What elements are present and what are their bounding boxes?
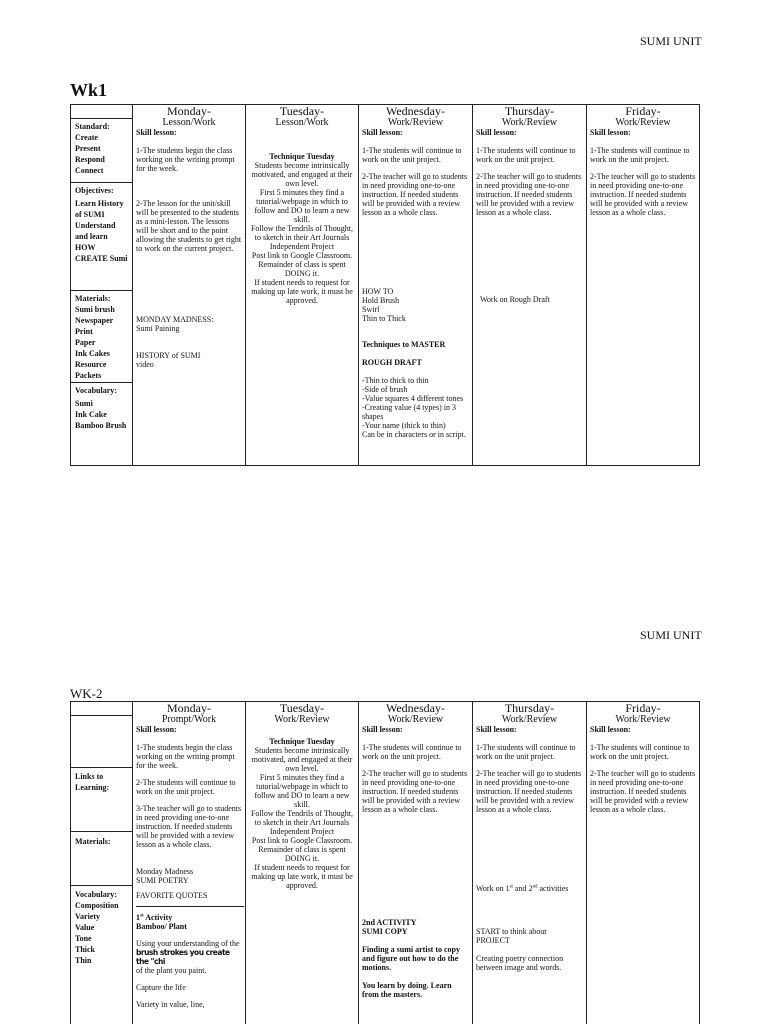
lesson-step: 2-The lesson for the unit/skill will be presented to the students as a mini-lesson. The lessons will be short and to the point allowing the students to get right to work on the current project. (136, 199, 242, 253)
material-item: Newspaper Print (75, 316, 114, 336)
vocabulary-label: Vocabulary: (75, 890, 117, 899)
day-heading: Wednesday- (385, 701, 445, 715)
history-text: video (136, 360, 154, 369)
howto-item: HOW TO (362, 287, 394, 296)
favorite-quotes-label: FAVORITE QUOTES (136, 891, 208, 900)
day-subheading: Work/Review (615, 714, 671, 725)
technique-item: Can be in characters or in script. (362, 430, 466, 439)
poetry-connection-text: Creating poetry connection between image and words. (476, 954, 564, 972)
vocabulary-item: Sumi (75, 399, 93, 408)
tuesday-text: First 5 minutes they find a tutorial/webpage in which to follow and DO to learn a new skill. (254, 773, 350, 809)
rough-draft-text: Work on Rough Draft (480, 295, 550, 304)
objective-item: Understand and learn HOW (75, 221, 116, 252)
material-item: Sumi brush (75, 305, 115, 314)
week2-links-section (71, 768, 132, 832)
week1-vocabulary-section (71, 383, 132, 433)
day-subheading: Work/Review (615, 117, 671, 128)
standard-item: Create (75, 133, 98, 142)
vocabulary-item: Variety (75, 912, 101, 921)
objectives-label: Objectives: (75, 186, 114, 195)
vocabulary-item: Ink Cake (75, 410, 107, 419)
activity-text: Using your understanding of the (136, 939, 240, 948)
work-on-activities: Work on 1st and 2nd activities (476, 884, 569, 893)
monday-madness-text: Sumi Paining (136, 324, 180, 333)
techniques-label: Techniques to MASTER (362, 340, 446, 349)
lesson-step: 1-The students begin the class working on the writing prompt for the week. (136, 743, 235, 770)
week1-tuesday-column (246, 105, 359, 466)
skill-lesson-label: Skill lesson: (590, 725, 631, 734)
lesson-step: 1-The students will continue to work on the unit project. (590, 146, 690, 164)
tuesday-text: Follow the Tendrils of Thought, to sketch in their Art Journals (250, 809, 354, 827)
tuesday-text: Independent Project (269, 827, 335, 836)
materials-label: Materials: (75, 837, 111, 846)
vocabulary-item: Thick (75, 945, 96, 954)
week2-materials-section (71, 832, 132, 886)
unit-title: SUMI UNIT (640, 34, 702, 48)
lesson-step: 3-The teacher will go to students in need providing one-to-one instruction. If needed students will be provided with a review lesson as a whole class. (136, 804, 242, 849)
activity-text: Capture the life (136, 983, 186, 992)
lesson-step: 1-The students will continue to work on the unit project. (476, 743, 576, 761)
divider (136, 906, 244, 907)
skill-lesson-label: Skill lesson: (476, 128, 517, 137)
skill-lesson-label: Skill lesson: (362, 725, 403, 734)
lesson-step: 2-The teacher will go to students in need providing one-to-one instruction. If needed students will be provided with a review lesson as a whole class. (476, 769, 582, 814)
materials-label: Materials: (75, 294, 111, 303)
technique-tuesday-title: Technique Tuesday (269, 152, 335, 161)
day-subheading: Work/Review (387, 714, 444, 725)
technique-item: -Your name (thick to thin) (362, 421, 446, 430)
vocabulary-item: Composition (75, 901, 119, 910)
activity-subtitle: SUMI COPY (362, 927, 408, 936)
day-heading: Tuesday- (279, 104, 325, 118)
day-heading: Monday- (167, 701, 211, 715)
lesson-step: 1-The students will continue to work on the unit project. (362, 743, 462, 761)
activity-text-smudged: brush strokes you create the "chi (136, 948, 230, 966)
tuesday-text: Remainder of class is spent DOING it. (258, 845, 346, 863)
day-heading: Thursday- (504, 104, 555, 118)
week1-standards-section (71, 119, 132, 291)
week2-title: WK-2 (70, 686, 103, 701)
week2-tuesday-column (246, 702, 359, 1024)
lesson-step: 1-The students will continue to work on the unit project. (476, 146, 576, 164)
day-subheading: Lesson/Work (162, 117, 216, 128)
week2-thursday-column (473, 702, 587, 1024)
activity-heading: 2nd ACTIVITY (362, 918, 417, 927)
rough-draft-label: ROUGH DRAFT (362, 358, 422, 367)
activity-subtitle: Bamboo/ Plant (136, 922, 187, 931)
week2-table (70, 701, 700, 1024)
objective-item: Learn History of SUMI (75, 199, 124, 219)
objective-item: CREATE Sumi (75, 254, 128, 263)
standard-item: Connect (75, 166, 104, 175)
technique-item: -Side of brush (362, 385, 408, 394)
tuesday-text: Remainder of class is spent DOING it. (258, 260, 346, 278)
week2-wednesday-column (359, 702, 473, 1024)
day-heading: Monday- (167, 104, 211, 118)
skill-lesson-label: Skill lesson: (590, 128, 631, 137)
tuesday-text: Students become intrinsically motivated, and engaged at their own level. (251, 161, 353, 188)
week1-thursday-column (473, 105, 587, 466)
sumi-poetry-label: SUMI POETRY (136, 876, 189, 885)
week1-materials-section (71, 291, 132, 383)
vocabulary-item: Value (75, 923, 95, 932)
material-item: Ink Cakes (75, 349, 110, 358)
week2-sidebar (71, 702, 133, 1024)
start-project-text: START to think about PROJECT (476, 927, 547, 945)
week1-friday-column (587, 105, 700, 466)
skill-lesson-label: Skill lesson: (362, 128, 403, 137)
material-item: Paper (75, 338, 96, 347)
day-heading: Tuesday- (279, 701, 325, 715)
activity-text: Finding a sumi artist to copy and figure out how to do the motions. (362, 945, 461, 972)
technique-tuesday-title: Technique Tuesday (269, 737, 335, 746)
lesson-step: 2-The teacher will go to students in need providing one-to-one instruction. If needed students will be provided with a review lesson as a whole class. (362, 172, 468, 217)
lesson-step: 1-The students will continue to work on the unit project. (590, 743, 690, 761)
day-subheading: Work/Review (501, 117, 558, 128)
tuesday-text: Independent Project (269, 242, 335, 251)
lesson-step: 2-The teacher will go to students in need providing one-to-one instruction. If needed students will be provided with a review lesson as a whole class. (362, 769, 468, 814)
standard-item: Present (75, 144, 101, 153)
lesson-step: 2-The teacher will go to students in need providing one-to-one instruction. If needed students will be provided with a review lesson as a whole class. (590, 769, 696, 814)
links-label: Links to Learning: (75, 772, 110, 792)
howto-item: Swirl (362, 305, 380, 314)
skill-lesson-label: Skill lesson: (136, 725, 177, 734)
week1-title: Wk1 (70, 80, 108, 100)
howto-item: Hold Brush (362, 296, 400, 305)
week2-monday-column (133, 702, 246, 1024)
tuesday-text: If student needs to request for making up late work, it must be approved. (251, 278, 353, 305)
material-item: Resource Packets (75, 360, 107, 380)
technique-item: -Thin to thick to thin (362, 376, 429, 385)
week2-friday-column (587, 702, 700, 1024)
vocabulary-item: Tone (75, 934, 92, 943)
activity-heading: 1st Activity (136, 913, 173, 922)
tuesday-text: If student needs to request for making up late work, it must be approved. (251, 863, 353, 890)
day-subheading: Lesson/Work (275, 117, 329, 128)
tuesday-text: Students become intrinsically motivated, and engaged at their own level. (251, 746, 353, 773)
lesson-step: 1-The students will continue to work on the unit project. (362, 146, 462, 164)
unit-title-page2: SUMI UNIT (640, 628, 702, 642)
week1-monday-column (133, 105, 246, 466)
vocabulary-label: Vocabulary: (75, 386, 117, 395)
day-subheading: Work/Review (387, 117, 444, 128)
lesson-step: 2-The teacher will go to students in need providing one-to-one instruction. If needed students will be provided with a review lesson as a whole class. (590, 172, 696, 217)
monday-madness-label: MONDAY MADNESS: (136, 315, 214, 324)
day-subheading: Work/Review (274, 714, 330, 725)
day-heading: Thursday- (504, 701, 555, 715)
day-heading: Wednesday- (385, 104, 445, 118)
standard-item: Respond (75, 155, 105, 164)
day-subheading: Prompt/Work (161, 714, 217, 725)
activity-text: You learn by doing. Learn from the masters. (362, 981, 452, 999)
vocabulary-item: Bamboo Brush (75, 421, 127, 430)
lesson-step: 2-The teacher will go to students in need providing one-to-one instruction. If needed students will be provided with a review lesson as a whole class. (476, 172, 582, 217)
vocabulary-item: Thin (75, 956, 92, 965)
day-heading: Friday- (625, 701, 661, 715)
week1-sidebar (71, 105, 133, 466)
technique-item: -Value squares 4 different tones (362, 394, 464, 403)
day-heading: Friday- (625, 104, 661, 118)
history-label: HISTORY of SUMI (136, 351, 201, 360)
week1-wednesday-column (359, 105, 473, 466)
activity-text: Variety in value, line, (136, 1000, 205, 1009)
tuesday-text: Post link to Google Classroom. (251, 836, 353, 845)
lesson-step: 1-The students begin the class working on the writing prompt for the week. (136, 146, 235, 173)
tuesday-text: First 5 minutes they find a tutorial/webpage in which to follow and DO to learn a new skill. (254, 188, 350, 224)
activity-text: of the plant you paint. (136, 966, 207, 975)
tuesday-text: Follow the Tendrils of Thought, to sketch in their Art Journals (250, 224, 354, 242)
monday-madness-label: Monday Madness (136, 867, 194, 876)
standard-label: Standard: (75, 122, 110, 131)
lesson-step: 2-The students will continue to work on the unit project. (136, 778, 236, 796)
week1-table (70, 104, 700, 466)
skill-lesson-label: Skill lesson: (476, 725, 517, 734)
skill-lesson-label: Skill lesson: (136, 128, 177, 137)
week2-vocabulary-section (71, 886, 132, 968)
day-subheading: Work/Review (501, 714, 558, 725)
howto-item: Thin to Thick (362, 314, 406, 323)
tuesday-text: Post link to Google Classroom. (251, 251, 353, 260)
technique-item: -Creating value (4 types) in 3 shapes (362, 403, 456, 421)
